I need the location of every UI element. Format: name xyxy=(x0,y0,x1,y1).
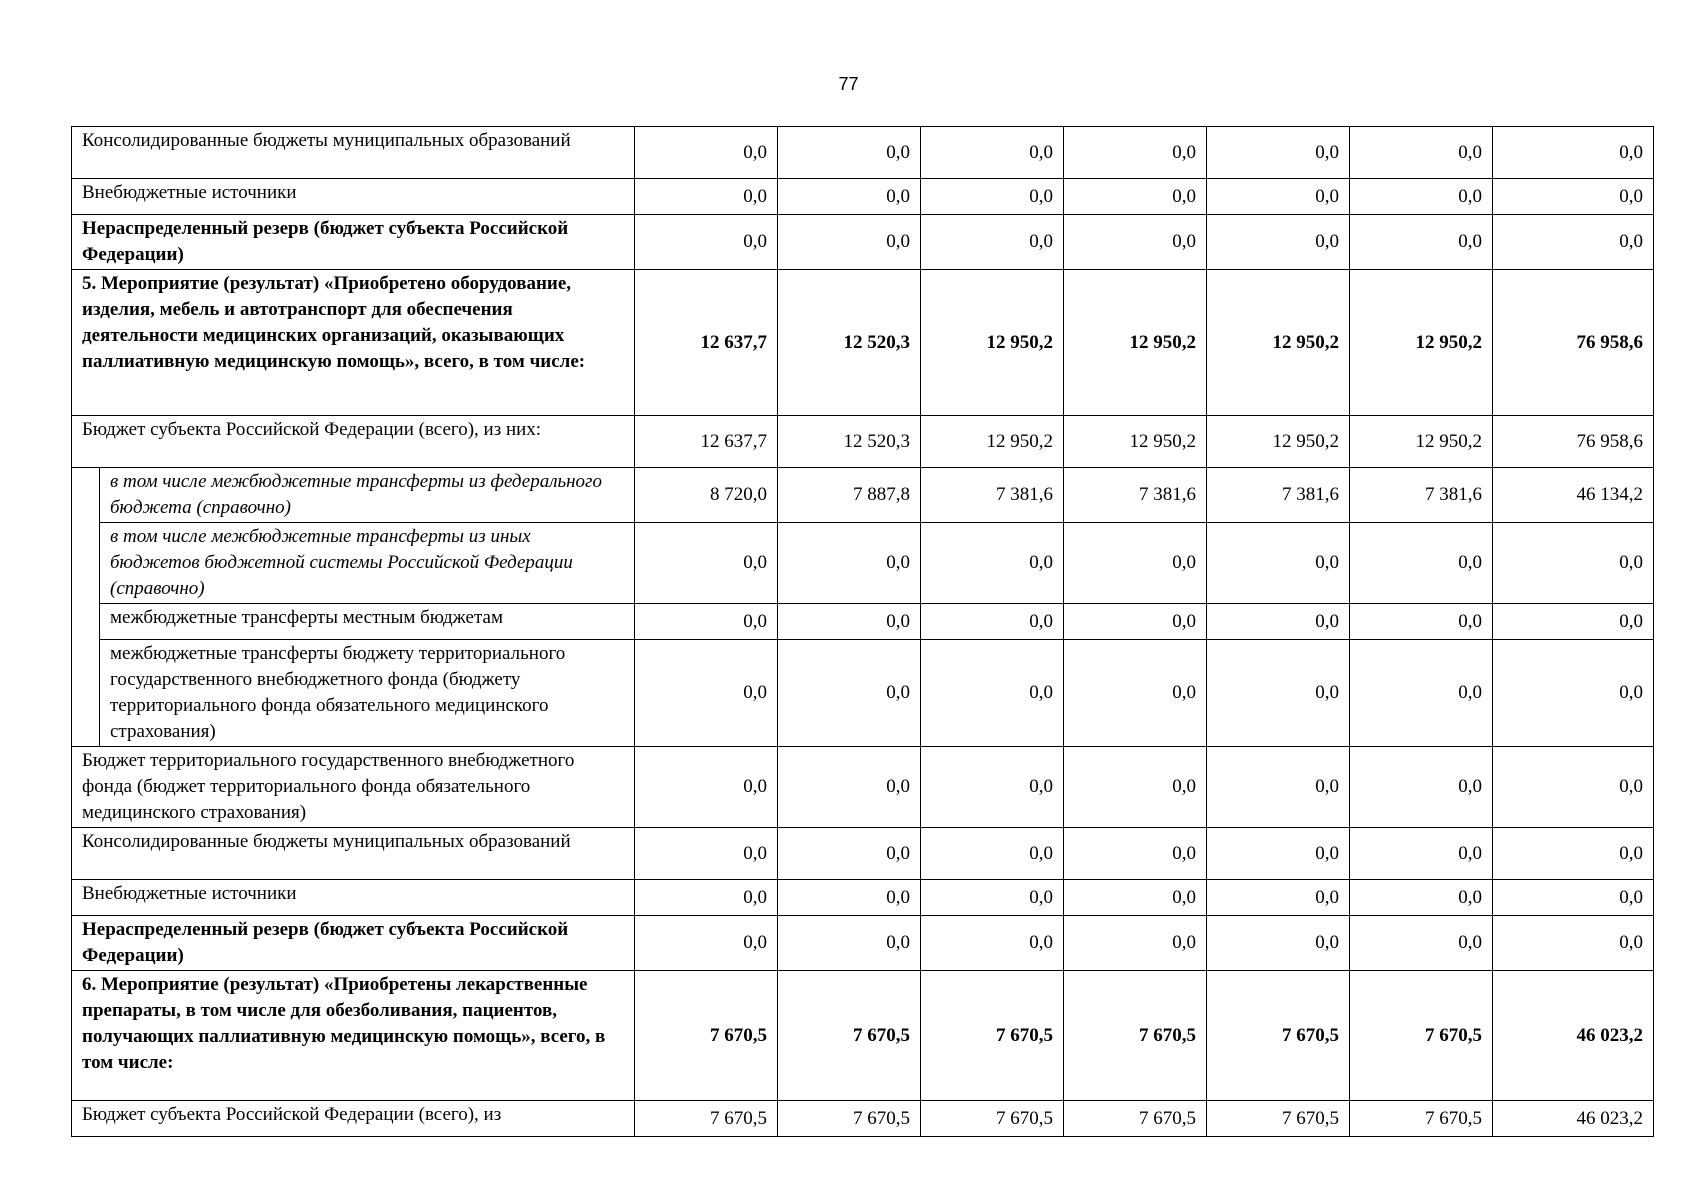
value-cell: 0,0 xyxy=(1350,179,1493,215)
value-cell: 0,0 xyxy=(635,179,778,215)
value-cell: 0,0 xyxy=(778,604,921,640)
table-row xyxy=(72,747,1654,828)
value-cell: 0,0 xyxy=(1207,215,1350,270)
value-cell: 0,0 xyxy=(635,747,778,828)
value-cell: 0,0 xyxy=(1064,127,1207,179)
value-cell: 0,0 xyxy=(1493,127,1654,179)
value-cell: 0,0 xyxy=(1207,828,1350,880)
value-cell: 0,0 xyxy=(921,747,1064,828)
value-cell: 0,0 xyxy=(778,215,921,270)
value-cell: 7 670,5 xyxy=(1207,971,1350,1101)
value-cell: 7 670,5 xyxy=(921,971,1064,1101)
value-cell: 0,0 xyxy=(921,640,1064,747)
row-label: Бюджет субъекта Российской Федерации (всего), из xyxy=(72,1101,635,1137)
value-cell: 0,0 xyxy=(635,828,778,880)
value-cell: 0,0 xyxy=(1493,640,1654,747)
value-cell: 7 381,6 xyxy=(921,468,1064,523)
value-cell: 7 887,8 xyxy=(778,468,921,523)
value-cell: 0,0 xyxy=(1493,828,1654,880)
row-label: Бюджет субъекта Российской Федерации (всего), из них: xyxy=(72,416,635,468)
value-cell: 76 958,6 xyxy=(1493,270,1654,416)
value-cell: 0,0 xyxy=(1493,880,1654,916)
table-row xyxy=(72,1101,1654,1137)
value-cell: 0,0 xyxy=(1064,880,1207,916)
value-cell: 7 670,5 xyxy=(1064,971,1207,1101)
value-cell: 0,0 xyxy=(921,604,1064,640)
row-label: Консолидированные бюджеты муниципальных образований xyxy=(72,828,635,880)
table-row xyxy=(72,523,1654,604)
indent-spacer xyxy=(72,523,100,604)
table-row xyxy=(72,215,1654,270)
value-cell: 0,0 xyxy=(635,880,778,916)
value-cell: 0,0 xyxy=(1207,604,1350,640)
value-cell: 0,0 xyxy=(1493,523,1654,604)
value-cell: 7 670,5 xyxy=(921,1101,1064,1137)
value-cell: 0,0 xyxy=(1493,916,1654,971)
value-cell: 0,0 xyxy=(1350,640,1493,747)
value-cell: 12 950,2 xyxy=(1064,270,1207,416)
value-cell: 0,0 xyxy=(635,916,778,971)
value-cell: 12 637,7 xyxy=(635,270,778,416)
value-cell: 7 670,5 xyxy=(1350,1101,1493,1137)
value-cell: 0,0 xyxy=(1207,640,1350,747)
value-cell: 76 958,6 xyxy=(1493,416,1654,468)
value-cell: 7 381,6 xyxy=(1064,468,1207,523)
value-cell: 0,0 xyxy=(921,916,1064,971)
value-cell: 0,0 xyxy=(1207,523,1350,604)
value-cell: 0,0 xyxy=(1207,747,1350,828)
table-row xyxy=(72,416,1654,468)
value-cell: 12 950,2 xyxy=(921,270,1064,416)
value-cell: 0,0 xyxy=(1350,916,1493,971)
value-cell: 46 023,2 xyxy=(1493,971,1654,1101)
value-cell: 0,0 xyxy=(921,828,1064,880)
value-cell: 46 134,2 xyxy=(1493,468,1654,523)
value-cell: 7 670,5 xyxy=(1207,1101,1350,1137)
value-cell: 0,0 xyxy=(1493,604,1654,640)
value-cell: 0,0 xyxy=(1064,604,1207,640)
value-cell: 0,0 xyxy=(1350,604,1493,640)
value-cell: 0,0 xyxy=(1207,880,1350,916)
value-cell: 0,0 xyxy=(635,523,778,604)
row-label: Бюджет территориального государственного внебюджетного фонда (бюджет территориального фонда обязательного медицинского страхования) xyxy=(72,747,635,828)
table-row xyxy=(72,270,1654,416)
row-label: Консолидированные бюджеты муниципальных образований xyxy=(72,127,635,179)
value-cell: 0,0 xyxy=(1493,179,1654,215)
value-cell: 0,0 xyxy=(921,880,1064,916)
value-cell: 12 950,2 xyxy=(1207,416,1350,468)
row-label: 5. Мероприятие (результат) «Приобретено оборудование, изделия, мебель и автотранспорт для обеспечения деятельности медицинских организаций, оказывающих паллиативную медицинскую помощь», всего, в том числе: xyxy=(72,270,635,416)
table-row xyxy=(72,828,1654,880)
value-cell: 0,0 xyxy=(778,828,921,880)
value-cell: 0,0 xyxy=(1207,179,1350,215)
table-row xyxy=(72,127,1654,179)
value-cell: 12 520,3 xyxy=(778,270,921,416)
row-label: Внебюджетные источники xyxy=(72,179,635,215)
row-label: в том числе межбюджетные трансферты из федерального бюджета (справочно) xyxy=(100,468,635,523)
value-cell: 0,0 xyxy=(1350,215,1493,270)
value-cell: 0,0 xyxy=(1064,747,1207,828)
value-cell: 0,0 xyxy=(778,179,921,215)
value-cell: 0,0 xyxy=(1064,916,1207,971)
value-cell: 12 520,3 xyxy=(778,416,921,468)
value-cell: 0,0 xyxy=(1064,828,1207,880)
value-cell: 0,0 xyxy=(1350,127,1493,179)
value-cell: 0,0 xyxy=(1064,523,1207,604)
table-row xyxy=(72,971,1654,1101)
value-cell: 0,0 xyxy=(1350,880,1493,916)
value-cell: 12 950,2 xyxy=(921,416,1064,468)
table-row xyxy=(72,640,1654,747)
value-cell: 7 381,6 xyxy=(1350,468,1493,523)
value-cell: 0,0 xyxy=(635,127,778,179)
value-cell: 0,0 xyxy=(635,604,778,640)
value-cell: 0,0 xyxy=(778,127,921,179)
table-row xyxy=(72,880,1654,916)
value-cell: 12 637,7 xyxy=(635,416,778,468)
table-row xyxy=(72,916,1654,971)
value-cell: 0,0 xyxy=(778,640,921,747)
value-cell: 0,0 xyxy=(778,523,921,604)
value-cell: 0,0 xyxy=(778,880,921,916)
value-cell: 0,0 xyxy=(635,640,778,747)
value-cell: 7 670,5 xyxy=(635,1101,778,1137)
value-cell: 0,0 xyxy=(921,127,1064,179)
value-cell: 0,0 xyxy=(921,215,1064,270)
value-cell: 7 670,5 xyxy=(778,1101,921,1137)
value-cell: 7 670,5 xyxy=(778,971,921,1101)
value-cell: 7 670,5 xyxy=(635,971,778,1101)
value-cell: 0,0 xyxy=(921,179,1064,215)
table-row xyxy=(72,468,1654,523)
value-cell: 0,0 xyxy=(778,747,921,828)
value-cell: 0,0 xyxy=(778,916,921,971)
indent-spacer xyxy=(72,604,100,640)
value-cell: 0,0 xyxy=(1493,215,1654,270)
row-label: 6. Мероприятие (результат) «Приобретены лекарственные препараты, в том числе для обезболивания, пациентов, получающих паллиативную медицинскую помощь», всего, в том числе: xyxy=(72,971,635,1101)
value-cell: 0,0 xyxy=(1207,916,1350,971)
row-label: Нераспределенный резерв (бюджет субъекта Российской Федерации) xyxy=(72,215,635,270)
indent-spacer xyxy=(72,640,100,747)
row-label: межбюджетные трансферты бюджету территориального государственного внебюджетного фонда (бюджету территориального фонда обязательного медицинского страхования) xyxy=(100,640,635,747)
row-label: Внебюджетные источники xyxy=(72,880,635,916)
indent-spacer xyxy=(72,468,100,523)
value-cell: 8 720,0 xyxy=(635,468,778,523)
row-label: в том числе межбюджетные трансферты из иных бюджетов бюджетной системы Российской Федерации (справочно) xyxy=(100,523,635,604)
value-cell: 0,0 xyxy=(1493,747,1654,828)
value-cell: 0,0 xyxy=(1350,523,1493,604)
value-cell: 12 950,2 xyxy=(1207,270,1350,416)
value-cell: 0,0 xyxy=(1064,215,1207,270)
value-cell: 0,0 xyxy=(921,523,1064,604)
value-cell: 0,0 xyxy=(1207,127,1350,179)
value-cell: 7 381,6 xyxy=(1207,468,1350,523)
value-cell: 0,0 xyxy=(1350,828,1493,880)
value-cell: 12 950,2 xyxy=(1064,416,1207,468)
value-cell: 0,0 xyxy=(635,215,778,270)
value-cell: 46 023,2 xyxy=(1493,1101,1654,1137)
value-cell: 12 950,2 xyxy=(1350,270,1493,416)
row-label: Нераспределенный резерв (бюджет субъекта Российской Федерации) xyxy=(72,916,635,971)
row-label: межбюджетные трансферты местным бюджетам xyxy=(100,604,635,640)
table-row xyxy=(72,179,1654,215)
budget-table xyxy=(71,126,1654,1137)
value-cell: 12 950,2 xyxy=(1350,416,1493,468)
value-cell: 0,0 xyxy=(1064,640,1207,747)
page-number: 77 xyxy=(838,74,859,94)
value-cell: 0,0 xyxy=(1064,179,1207,215)
value-cell: 7 670,5 xyxy=(1350,971,1493,1101)
value-cell: 0,0 xyxy=(1350,747,1493,828)
value-cell: 7 670,5 xyxy=(1064,1101,1207,1137)
table-row xyxy=(72,604,1654,640)
